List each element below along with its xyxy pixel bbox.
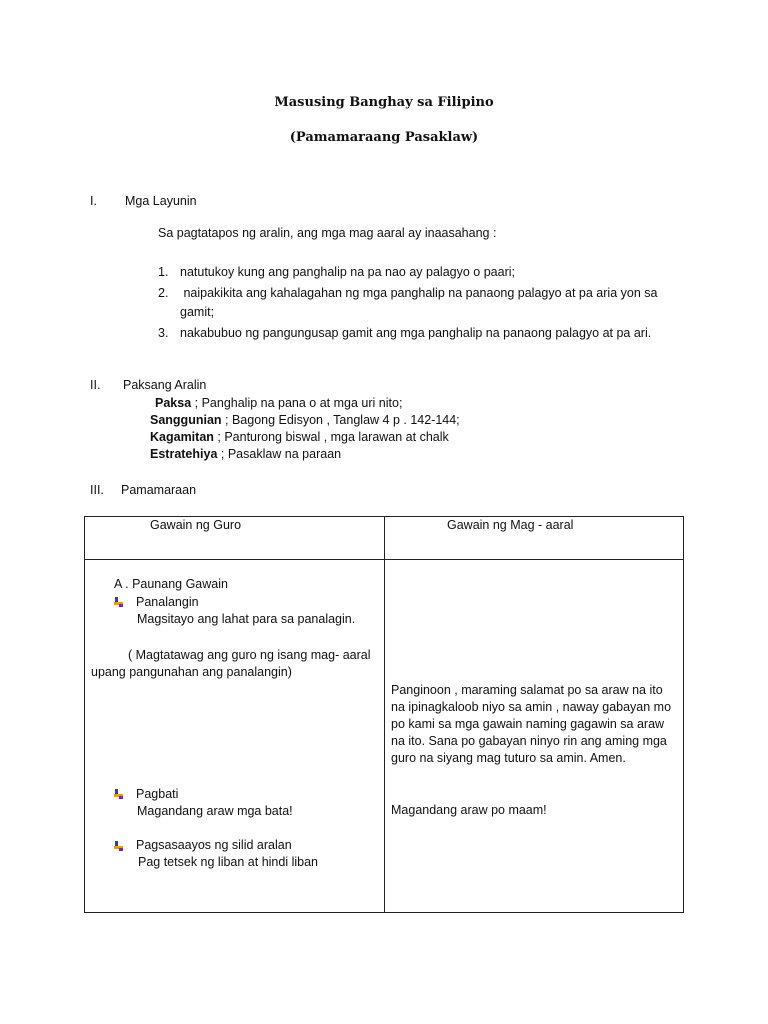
estratehiya-line [150,447,341,461]
pagbati-detail: Magandang araw mga bata! [137,804,293,818]
panalangin-label: Panalangin [136,595,199,609]
document-subtitle: (Pamamaraang Pasaklaw) [289,130,479,145]
objective-item [158,286,657,300]
pagsasaayos-detail: Pag tetsek ng liban at hindi liban [138,855,318,869]
table-header-guro: Gawain ng Guro [150,518,242,532]
objective-item [158,265,515,279]
guro-note-line-2: upang pangunahan ang panalangin) [91,665,292,679]
sanggunian-value: ; Bagong Edisyon , Tanglaw 4 p . 142-144; [221,413,460,427]
guro-note-line-1: ( Magtatawag ang guro ng isang mag- aaral [128,648,371,662]
sanggunian-label: Sanggunian [150,413,222,427]
procedure-table [84,516,684,913]
part-a-label: A . Paunang Gawain [114,577,228,591]
kagamitan-value: ; Panturong biswal , mga larawan at chalk [213,430,449,444]
pagsasaayos-label: Pagsasaayos ng silid aralan [136,838,292,852]
estratehiya-value: ; Pasaklaw na paraan [217,447,342,461]
section-1-intro: Sa pagtatapos ng aralin, ang mga mag aaral ay inaasahang : [158,226,497,240]
section-3-heading: Pamamaraan [121,483,197,497]
table-header-mag-aaral: Gawain ng Mag - aaral [447,518,574,532]
section-1-numeral: I. [90,194,97,208]
pagbati-label: Pagbati [136,787,179,801]
bullet-icon [114,841,124,851]
student-prayer-line: na ito. Sana po gabayan ninyo rin ang aming mga [391,734,667,748]
sanggunian-line [150,413,460,427]
section-1-heading: Mga Layunin [125,194,197,208]
paksa-line [155,396,402,410]
section-3-numeral: III. [90,483,104,497]
document-title: Masusing Banghay sa Filipino [274,95,494,110]
student-prayer-line: guro na siyang mag tuturo sa amin. Amen. [391,751,626,765]
panalangin-detail: Magsitayo ang lahat para sa panalagin. [137,612,356,626]
objective-text: nakabubuo ng pangungusap gamit ang mga panghalip na panaong palagyo at pa ari. [180,326,652,340]
student-prayer-line: na ipinagkaloob niyo sa amin , naway gabayan mo [391,700,672,714]
table-header-divider [85,559,683,560]
student-greeting: Magandang araw po maam! [391,803,547,817]
section-2-heading: Paksang Aralin [123,378,207,392]
kagamitan-label: Kagamitan [150,430,214,444]
objective-text: natutukoy kung ang panghalip na pa nao ay palagyo o paari; [180,265,515,279]
objective-text: naipakikita ang kahalagahan ng mga panghalip na panaong palagyo at pa aria yon sa [180,286,658,300]
bullet-icon [114,789,124,799]
bullet-icon [114,597,124,607]
objective-number: 1. [158,265,169,279]
student-prayer-line: Panginoon , maraming salamat po sa araw na ito [391,683,663,697]
objective-number: 3. [158,326,169,340]
paksa-label: Paksa [155,396,192,410]
estratehiya-label: Estratehiya [150,447,218,461]
objective-text-continued: gamit; [180,305,215,319]
paksa-value: ; Panghalip na pana o at mga uri nito; [191,396,403,410]
table-column-divider [384,517,385,912]
student-prayer-line: po kami sa mga gawain naming gagawin sa araw [391,717,665,731]
objective-number: 2. [158,286,169,300]
objective-item [158,326,651,340]
section-2-numeral: II. [90,378,101,392]
kagamitan-line [150,430,449,444]
